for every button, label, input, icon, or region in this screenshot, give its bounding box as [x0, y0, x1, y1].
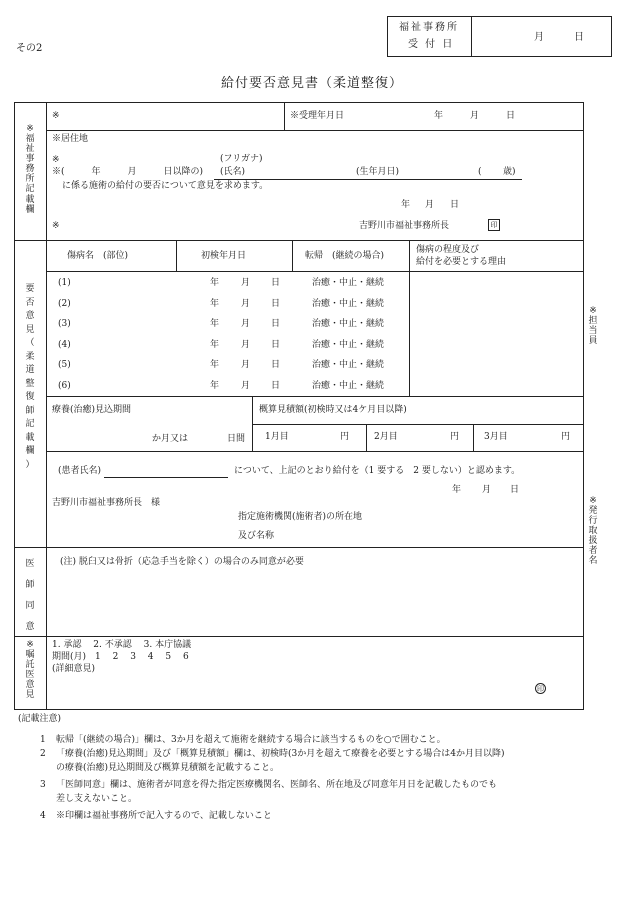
doctor-consent-note: (注) 脱臼又は骨折（応急手当を除く）の場合のみ同意が必要	[60, 557, 304, 567]
office-mark-3: ※	[52, 221, 60, 231]
address-label: ※居住地	[52, 134, 89, 144]
commission-seal: 印	[537, 685, 544, 693]
period-label: 療養(治癒)見込期間	[52, 405, 132, 415]
col-injury-header: 傷病名 (部位)	[67, 251, 129, 261]
commission-detail: (詳細意見)	[52, 664, 96, 674]
month3-label: 3月目	[484, 432, 508, 442]
label-column-divider	[46, 102, 47, 710]
opinion-section-label: 要 否 意 見 （ 柔 道 整 復 師 記 載 欄 ）	[25, 284, 35, 470]
institution-name-label: 及び名称	[238, 531, 275, 541]
form-number: その2	[16, 43, 43, 54]
birth-date-label: (生年月日)	[356, 167, 400, 177]
addressee: 吉野川市福祉事務所長 様	[52, 498, 161, 508]
commission-period: 期間(月) 1 2 3 4 5 6	[52, 652, 189, 662]
since-date-label: ※( 年 月 日以降の)	[52, 167, 204, 177]
receipt-date-label: 受 付 日	[408, 39, 455, 50]
receipt-month-day: 月 日	[534, 32, 584, 43]
mayor-title: 吉野川市福祉事務所長	[359, 221, 450, 231]
name-label: (氏名)	[220, 167, 246, 177]
age-label: 歳)	[503, 167, 516, 177]
notes-heading: (記載注意)	[18, 714, 62, 724]
commission-options: 1. 承認 2. 不承認 3. 本庁協議	[52, 640, 192, 650]
col-first-visit-header: 初検年月日	[201, 251, 247, 261]
office-mark: ※	[52, 111, 60, 121]
office-section-label: ※ 福 祉 事 務 所 記 載 欄	[25, 124, 35, 215]
mayor-seal: 印	[488, 219, 500, 231]
issuer-side-label: ※ 発 行 取 扱 者 名	[588, 496, 598, 567]
institution-address-label: 指定施術機関(施術者)の所在地	[238, 512, 363, 522]
office-mark-2: ※	[52, 155, 60, 165]
month1-label: 1月目	[265, 432, 289, 442]
furigana-label: (フリガナ)	[220, 154, 263, 164]
estimate-label: 概算見積額(初検時又は4ケ月目以降)	[259, 405, 407, 415]
patient-name-label: (患者氏名)	[58, 466, 102, 476]
page-title: 給付要否意見書（柔道整復）	[221, 76, 404, 91]
col-reason-header: 傷病の程度及び	[416, 245, 480, 255]
col-outcome-header: 転帰 (継続の場合)	[305, 251, 385, 261]
month2-label: 2月目	[374, 432, 398, 442]
approval-text: について、上記のとおり給付を（1 要する 2 要しない）と認めます。	[234, 466, 521, 476]
commission-doctor-label: ※ 嘱 託 医 意 見	[25, 640, 35, 701]
receipt-date-field-label: ※受理年月日	[290, 111, 345, 121]
request-text: に係る施術の給付の要否について意見を求めます。	[62, 181, 269, 191]
office-name-label: 福祉事務所	[399, 22, 459, 33]
doctor-consent-label: 医 師 同 意	[25, 559, 35, 633]
staff-side-label: ※ 担 当 員	[588, 306, 598, 347]
